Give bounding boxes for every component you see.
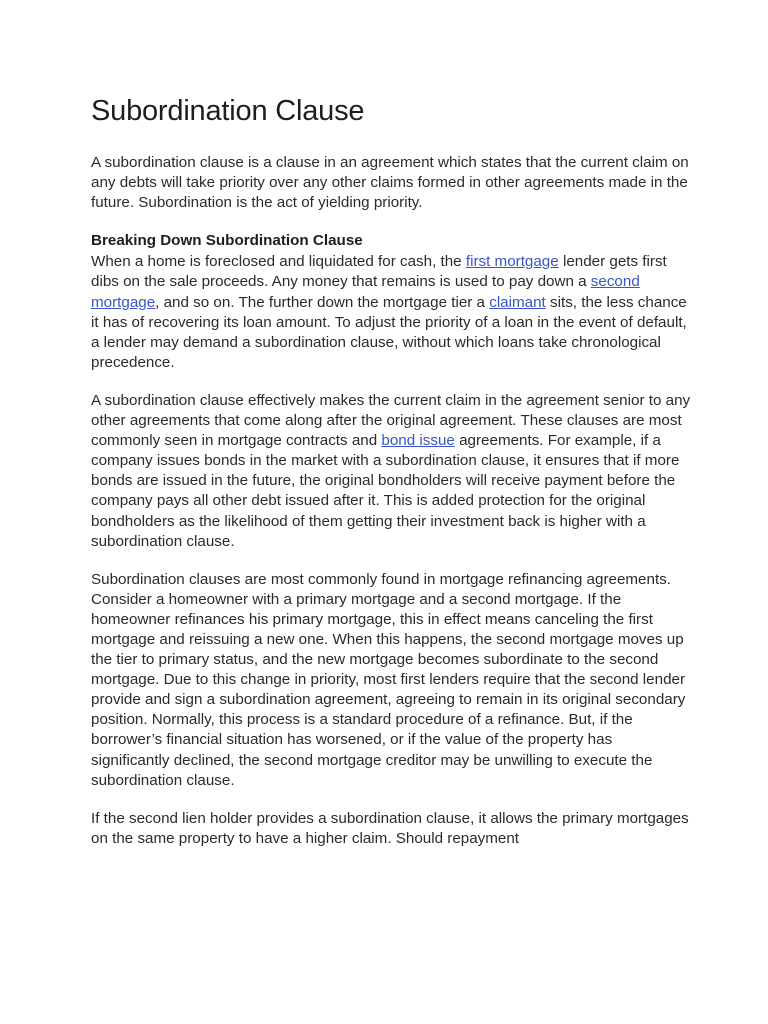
page-title: Subordination Clause: [91, 95, 365, 127]
paragraph-text: , and so on. The further down the mortgage tier a: [155, 293, 490, 311]
link-first-mortgage[interactable]: first mortgage: [465, 253, 559, 271]
link-claimant[interactable]: claimant: [489, 293, 546, 311]
paragraph-text: lender gets first dibs on the sale proceeds. Any money that remains is used to pay down a: [91, 253, 667, 291]
intro-paragraph: A subordination clause is a clause in an agreement which states that the current claim on any debts will take priority over any other claims formed in other agreements made in the future. Subordination is the act of yielding priority.: [91, 154, 689, 212]
paragraph-text: agreements. For example, if a company issues bonds in the market with a subordination clause, it ensures that if more bonds are issued in the future, the original bondholders will receive payment before the company pays all other debt issued after it. This is added protection for the original bondholders as the likelihood of them getting their investment back is higher with a subordination clause.: [91, 432, 680, 550]
link-second-mortgage[interactable]: second mortgage: [91, 273, 640, 311]
paragraph-refinancing: Subordination clauses are most commonly found in mortgage refinancing agreements. Consider a homeowner with a primary mortgage and a second mortgage. If the homeowner refinances his primary mortgage, this in effect means canceling the first mortgage and reissuing a new one. When this happens, the second mortgage moves up the tier to primary status, and the new mortgage becomes subordinate to the second mortgage. Due to this change in priority, most first lenders require that the second lender provide and sign a subordination agreement, agreeing to remain in its original secondary position. Normally, this process is a standard procedure of a refinance. But, if the borrower’s financial situation has worsened, or if the value of the property has significantly declined, the second mortgage creditor may be unwilling to execute the subordination clause.: [91, 570, 686, 789]
section-heading: Breaking Down Subordination Clause: [91, 232, 363, 250]
paragraph-foreclosure: [91, 252, 691, 373]
document-page: [91, 92, 691, 867]
paragraph-text: When a home is foreclosed and liquidated for cash, the: [91, 253, 466, 271]
link-bond-issue[interactable]: bond issue: [381, 432, 455, 450]
paragraph-text: sits, the less chance it has of recovering its loan amount. To adjust the priority of a loan in the event of default, a lender may demand a subordination clause, without which loans take chronological precedence.: [91, 293, 687, 371]
paragraph-text: A subordination clause effectively makes the current claim in the agreement senior to any other agreements that come along after the original agreement. These clauses are most commonly seen in mortgage contracts and: [91, 391, 691, 450]
paragraph-senior-claim: [91, 391, 691, 552]
paragraph-lien-holder: If the second lien holder provides a subordination clause, it allows the primary mortgages on the same property to have a higher claim. Should repayment: [91, 809, 689, 847]
